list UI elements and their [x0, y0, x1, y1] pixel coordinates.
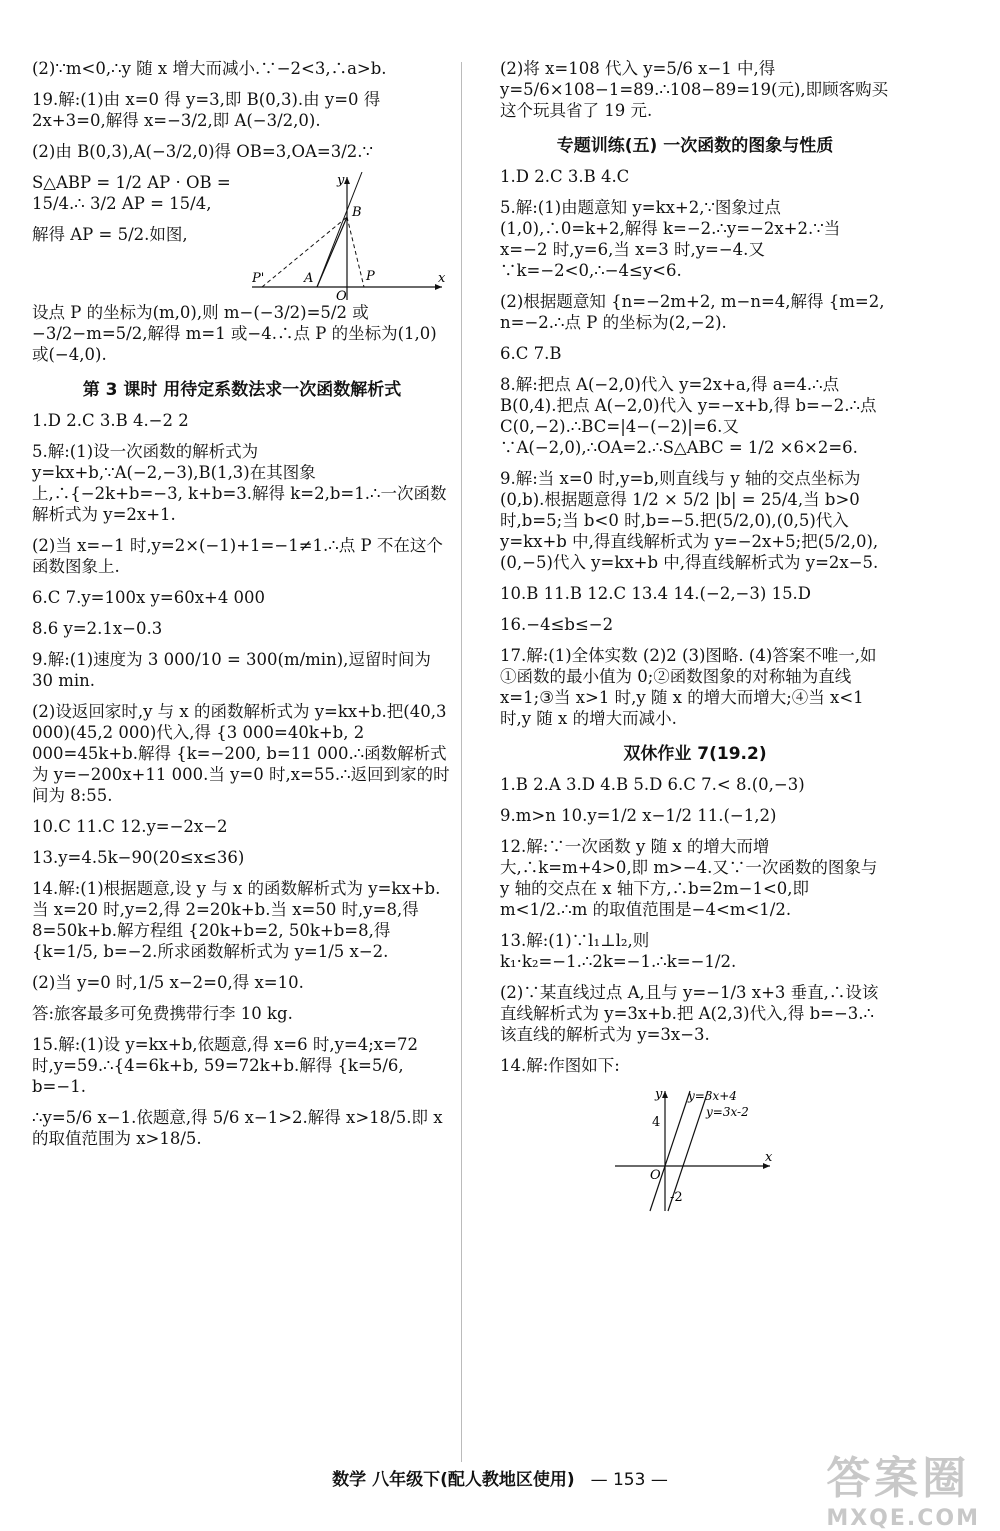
label-line-2: y=3x-2: [706, 1105, 749, 1119]
text-line: 10.C 11.C 12.y=−2x−2: [32, 817, 228, 836]
text-line: 9.解:当 x=0 时,y=b,则直线与 y 轴的交点坐标为(0,b).根据题意得 1/2 × 5/2 |b| = 25/4,当 b>0 时,b=5;当 b<0 时,b=−5.把(5/2,0),(0,5)代入 y=kx+b 中,得直线解析式为 y=−2x+5;把(5/2,0),(0,−5)代入 y=kx+b 中,得直线解析式为 y=2x−5.: [500, 469, 879, 572]
text-line: 1.D 2.C 3.B 4.−2 2: [32, 411, 189, 430]
text-line: 10.B 11.B 12.C 13.4 14.(−2,−3) 15.D: [500, 584, 812, 603]
label-a: A: [304, 271, 314, 286]
watermark-logo: [826, 1442, 980, 1531]
text-line: S△ABP = 1/2 AP · OB = 15/4.∴ 3/2 AP = 15/4,: [32, 173, 231, 213]
text-line: (2)将 x=108 代入 y=5/6 x−1 中,得 y=5/6×108−1=89.∴108−89=19(元),即顾客购买这个玩具省了 19 元.: [500, 59, 889, 120]
text-line: (2)当 y=0 时,1/5 x−2=0,得 x=10.: [32, 973, 304, 992]
section-heading: 双休作业 7(19.2): [623, 744, 767, 764]
text-line: (2)当 x=−1 时,y=2×(−1)+1=−1≠1.∴点 P 不在这个函数图象上.: [32, 536, 443, 576]
label-y: y: [655, 1087, 663, 1102]
y-axis-arrow: [662, 1091, 668, 1098]
left-column: [32, 58, 452, 1159]
section-heading: 第 3 课时 用待定系数法求一次函数解析式: [82, 380, 402, 400]
text-line: (2)∵某直线过点 A,且与 y=−1/3 x+3 垂直,∴设该直线解析式为 y=3x+b.把 A(2,3)代入,得 b=−3.∴该直线的解析式为 y=3x−3.: [500, 983, 879, 1044]
text-line: 15.解:(1)设 y=kx+b,依题意,得 x=6 时,y=4;x=72 时,y=59.∴{4=6k+b, 59=72k+b.解得 {k=5/6, b=−1.: [32, 1035, 418, 1096]
page-number: — 153 —: [590, 1470, 668, 1490]
text-line: 1.B 2.A 3.D 4.B 5.D 6.C 7.< 8.(0,−3): [500, 775, 805, 794]
text-line: 13.解:(1)∵l₁⊥l₂,则 k₁·k₂=−1.∴2k=−1.∴k=−1/2.: [500, 931, 737, 971]
label-b: B: [352, 205, 362, 220]
text-line: (2)由 B(0,3),A(−3/2,0)得 OB=3,OA=3/2.∵: [32, 142, 374, 161]
text-line: 8.6 y=2.1x−0.3: [32, 619, 163, 638]
text-line: 6.C 7.B: [500, 344, 562, 363]
watermark-main: 答案圈: [826, 1453, 971, 1504]
text-line: (2)设返回家时,y 与 x 的函数解析式为 y=kx+b.把(40,3 000)(45,2 000)代入,得 {3 000=40k+b, 2 000=45k+b.解得 {k=−200, b=11 000.∴函数解析式为 y=−200x+11 000.当 y=0 时,x=55.∴返回到家的时间为 8:55.: [32, 702, 450, 805]
watermark-url: MXQE.COM: [826, 1506, 980, 1531]
text-line: 13.y=4.5k−90(20≤x≤36): [32, 848, 245, 867]
text-line: ∴y=5/6 x−1.依题意,得 5/6 x−1>2.解得 x>18/5.即 x 的取值范围为 x>18/5.: [32, 1108, 443, 1148]
text-line: 解得 AP = 5/2.如图,: [32, 225, 188, 244]
text-line: (2)∵m<0,∴y 随 x 增大而减小.∵−2<3,∴a>b.: [32, 59, 387, 78]
text-line: 9.m>n 10.y=1/2 x−1/2 11.(−1,2): [500, 806, 777, 825]
text-line: 19.解:(1)由 x=0 得 y=3,即 B(0,3).由 y=0 得 2x+3=0,解得 x=−3/2,即 A(−3/2,0).: [32, 90, 381, 130]
text-line: 14.解:(1)根据题意,设 y 与 x 的函数解析式为 y=kx+b.当 x=20 时,y=2,得 2=20k+b.当 x=50 时,y=8,得 8=50k+b.解方程组 {20k+b=2, 50k+b=8,得 {k=1/5, b=−2.所求函数解析式为 y=1/5 x−2.: [32, 879, 441, 961]
text-line: 8.解:把点 A(−2,0)代入 y=2x+a,得 a=4.∴点 B(0,4).把点 A(−2,0)代入 y=−x+b,得 b=−2.∴点 C(0,−2).∴BC=|4−(−2)|=6.又∵A(−2,0),∴OA=2.∴S△ABC = 1/2 ×6×2=6.: [500, 375, 877, 457]
y-axis-arrow: [344, 177, 350, 184]
label-line-1: y=3x+4: [688, 1089, 737, 1103]
label-x: x: [438, 271, 446, 286]
text-line: 14.解:作图如下:: [500, 1056, 620, 1075]
text-line: 12.解:∵一次函数 y 随 x 的增大而增大,∴k=m+4>0,即 m>−4.又∵一次函数的图象与 y 轴的交点在 x 轴下方,∴b=2m−1<0,即 m<1/2.∴m 的取值范围是−4<m<1/2.: [500, 837, 878, 919]
line-ab: [317, 172, 362, 287]
label-o: O: [336, 289, 347, 302]
text-line: 17.解:(1)全体实数 (2)2 (3)图略. (4)答案不唯一,如①函数的最小值为 0;②函数图象的对称轴为直线 x=1;③当 x>1 时,y 随 x 的增大而增大;④当 x<1 时,y 随 x 的增大而减小.: [500, 646, 877, 728]
text-line: 1.D 2.C 3.B 4.C: [500, 167, 630, 186]
figure-triangle-abp: [252, 172, 452, 302]
column-divider: [461, 62, 462, 1462]
text-line: 设点 P 的坐标为(m,0),则 m−(−3/2)=5/2 或 −3/2−m=5/2,解得 m=1 或−4.∴点 P 的坐标为(1,0)或(−4,0).: [32, 303, 437, 364]
right-column: [500, 58, 890, 1216]
label-x: x: [765, 1150, 773, 1165]
text-line: 6.C 7.y=100x y=60x+4 000: [32, 588, 266, 607]
text-line: 5.解:(1)由题意知 y=kx+2,∵图象过点(1,0),∴0=k+2,解得 k=−2.∴y=−2x+2.∵当 x=−2 时,y=6,当 x=3 时,y=−4.又∵k=−2<0,∴−4≤y<6.: [500, 198, 841, 280]
label-p-prime: P': [252, 271, 265, 286]
text-line: (2)根据题意知 {n=−2m+2, m−n=4,解得 {m=2, n=−2.∴点 P 的坐标为(2,−2).: [500, 292, 885, 332]
label-o: O: [650, 1168, 661, 1183]
text-line: 5.解:(1)设一次函数的解析式为 y=kx+b,∵A(−2,−3),B(1,3)在其图象上,∴{−2k+b=−3, k+b=3.解得 k=2,b=1.∴一次函数解析式为 y=2x+1.: [32, 442, 447, 524]
text-line: 答:旅客最多可免费携带行李 10 kg.: [32, 1004, 293, 1023]
label-four: 4: [652, 1115, 661, 1130]
text-line: 9.解:(1)速度为 3 000/10 = 300(m/min),逗留时间为 30 min.: [32, 650, 431, 690]
label-y: y: [337, 173, 345, 188]
label-neg-two: -2: [670, 1190, 683, 1205]
section-heading: 专题训练(五) 一次函数的图象与性质: [556, 136, 834, 156]
footer-text: 数学 八年级下(配人教地区使用): [332, 1470, 575, 1490]
label-p: P: [366, 269, 375, 284]
text-line: 16.−4≤b≤−2: [500, 615, 614, 634]
figure-parallel-lines: [610, 1086, 780, 1216]
segment-bp: [347, 217, 364, 287]
